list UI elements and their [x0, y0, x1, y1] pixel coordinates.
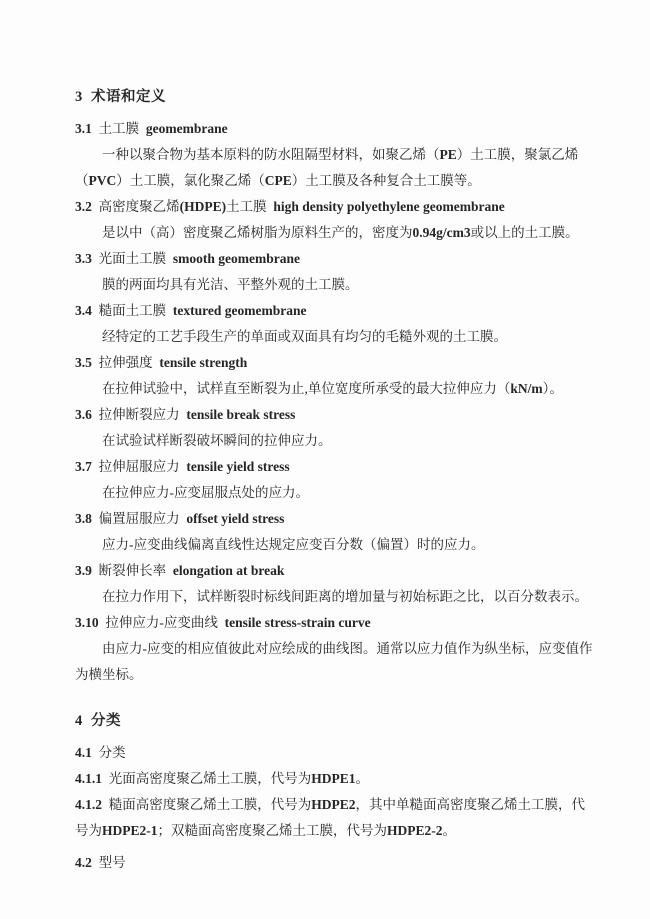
term-3-7-heading — [75, 454, 594, 480]
text-run: 由应力-应变的相应值彼此对应绘成的曲线图。通常以应力值作为纵坐标，应变值作为横坐标。 — [75, 641, 593, 682]
bold-text-run: elongation at break — [172, 563, 285, 578]
bold-text-run: PVC — [88, 173, 117, 188]
section-4-heading — [75, 708, 594, 734]
text-run: 膜的两面均具有光洁、平整外观的土工膜。 — [102, 277, 359, 292]
bold-text-run: 3 术语和定义 — [75, 89, 166, 105]
term-3-1-definition — [75, 142, 594, 194]
text-run: 拉伸强度 — [91, 355, 160, 370]
bold-text-run: 3.8 — [75, 511, 92, 526]
text-run: 型号 — [91, 855, 126, 870]
text-run: 或以上的土工膜。 — [470, 225, 579, 240]
bold-text-run: textured geomembrane — [172, 303, 307, 318]
text-run: 在拉伸应力-应变屈服点处的应力。 — [102, 485, 309, 500]
clause-4-1-1 — [75, 766, 594, 792]
clause-4-1-2 — [75, 792, 594, 844]
bold-text-run: tensile stress-strain curve — [224, 615, 371, 630]
bold-text-run: geomembrane — [145, 121, 228, 136]
term-3-3-heading — [75, 246, 594, 272]
term-3-5-heading — [75, 350, 594, 376]
text-run: 糙面高密度聚乙烯土工膜，代号为 — [102, 797, 312, 812]
bold-text-run: high density polyethylene geomembrane — [273, 199, 505, 214]
bold-text-run: tensile yield stress — [186, 459, 290, 474]
text-run: ，其中单糙面高密度聚乙烯土工膜，代号为 — [75, 797, 586, 838]
clause-4-2 — [75, 850, 594, 876]
document-body — [75, 84, 594, 876]
bold-text-run: smooth geomembrane — [172, 251, 300, 266]
bold-text-run: HDPE1 — [311, 771, 356, 786]
bold-text-run: 3.9 — [75, 563, 92, 578]
text-run: 断裂伸长率 — [91, 563, 173, 578]
term-3-4-heading — [75, 298, 594, 324]
text-run: 糙面土工膜 — [91, 303, 173, 318]
text-run: 土工膜 — [226, 199, 274, 214]
text-run: 光面高密度聚乙烯土工膜，代号为 — [102, 771, 312, 786]
term-3-8-definition — [75, 532, 594, 558]
text-run: 光面土工膜 — [91, 251, 173, 266]
bold-text-run: CPE — [264, 173, 292, 188]
bold-text-run: 4.2 — [75, 855, 92, 870]
text-run: 一种以聚合物为基本原料的防水阻隔型材料，如聚乙烯（ — [102, 147, 440, 162]
bold-text-run: 4.1.2 — [75, 797, 102, 812]
bold-text-run: 4.1 — [75, 745, 92, 760]
term-3-6-heading — [75, 402, 594, 428]
bold-text-run: 3.10 — [75, 615, 99, 630]
term-3-9-heading — [75, 558, 594, 584]
term-3-10-definition — [75, 636, 594, 688]
term-3-7-definition — [75, 480, 594, 506]
text-run: 在试验试样断裂破坏瞬间的拉伸应力。 — [102, 433, 332, 448]
bold-text-run: 4 分类 — [75, 713, 121, 729]
text-run: ）土工膜，聚氯乙烯（ — [75, 147, 579, 188]
text-run: 土工膜 — [91, 121, 146, 136]
bold-text-run: 3.6 — [75, 407, 92, 422]
text-run: 是以中（高）密度聚乙烯树脂为原料生产的，密度为 — [102, 225, 413, 240]
bold-text-run: PE — [439, 147, 457, 162]
bold-text-run: (HDPE) — [179, 199, 227, 214]
term-3-1-heading — [75, 116, 594, 142]
text-run: 拉伸屈服应力 — [91, 459, 187, 474]
text-run: 偏置屈服应力 — [91, 511, 187, 526]
bold-text-run: 3.3 — [75, 251, 92, 266]
term-3-4-definition — [75, 324, 594, 350]
term-3-10-heading — [75, 610, 594, 636]
bold-text-run: kN/m — [510, 381, 543, 396]
bold-text-run: HDPE2-1 — [102, 823, 158, 838]
bold-text-run: offset yield stress — [186, 511, 285, 526]
bold-text-run: 3.4 — [75, 303, 92, 318]
bold-text-run: 3.7 — [75, 459, 92, 474]
text-run: 在拉伸试验中，试样直至断裂为止,单位宽度所承受的最大拉伸应力（ — [102, 381, 511, 396]
term-3-5-definition — [75, 376, 594, 402]
term-3-3-definition — [75, 272, 594, 298]
text-run: 拉伸应力-应变曲线 — [98, 615, 225, 630]
text-run: 高密度聚乙烯 — [91, 199, 180, 214]
bold-text-run: HDPE2 — [311, 797, 356, 812]
text-run: 。 — [355, 771, 370, 786]
term-3-8-heading — [75, 506, 594, 532]
text-run: 分类 — [91, 745, 126, 760]
bold-text-run: tensile strength — [159, 355, 248, 370]
bold-text-run: HDPE2-2 — [387, 823, 443, 838]
term-3-9-definition — [75, 584, 594, 610]
term-3-2-heading — [75, 194, 594, 220]
section-3-heading — [75, 84, 594, 110]
term-3-2-definition — [75, 220, 594, 246]
text-run: 。 — [442, 823, 456, 838]
term-3-6-definition — [75, 428, 594, 454]
bold-text-run: 0.94g/cm3 — [412, 225, 471, 240]
text-run: ）。 — [542, 381, 563, 396]
text-run: ）土工膜及各种复合土工膜等。 — [291, 173, 481, 188]
text-run: 应力-应变曲线偏离直线性达规定应变百分数（偏置）时的应力。 — [102, 537, 485, 552]
bold-text-run: 3.5 — [75, 355, 92, 370]
clause-4-1 — [75, 740, 594, 766]
bold-text-run: 4.1.1 — [75, 771, 102, 786]
bold-text-run: 3.1 — [75, 121, 92, 136]
bold-text-run: 3.2 — [75, 199, 92, 214]
text-run: 在拉力作用下，试样断裂时标线间距离的增加量与初始标距之比，以百分数表示。 — [102, 589, 588, 604]
text-run: 拉伸断裂应力 — [91, 407, 187, 422]
text-run: ）土工膜，氯化聚乙烯（ — [116, 173, 265, 188]
text-run: ；双糙面高密度聚乙烯土工膜，代号为 — [157, 823, 387, 838]
bold-text-run: tensile break stress — [186, 407, 296, 422]
text-run: 经特定的工艺手段生产的单面或双面具有均匀的毛糙外观的土工膜。 — [102, 329, 507, 344]
